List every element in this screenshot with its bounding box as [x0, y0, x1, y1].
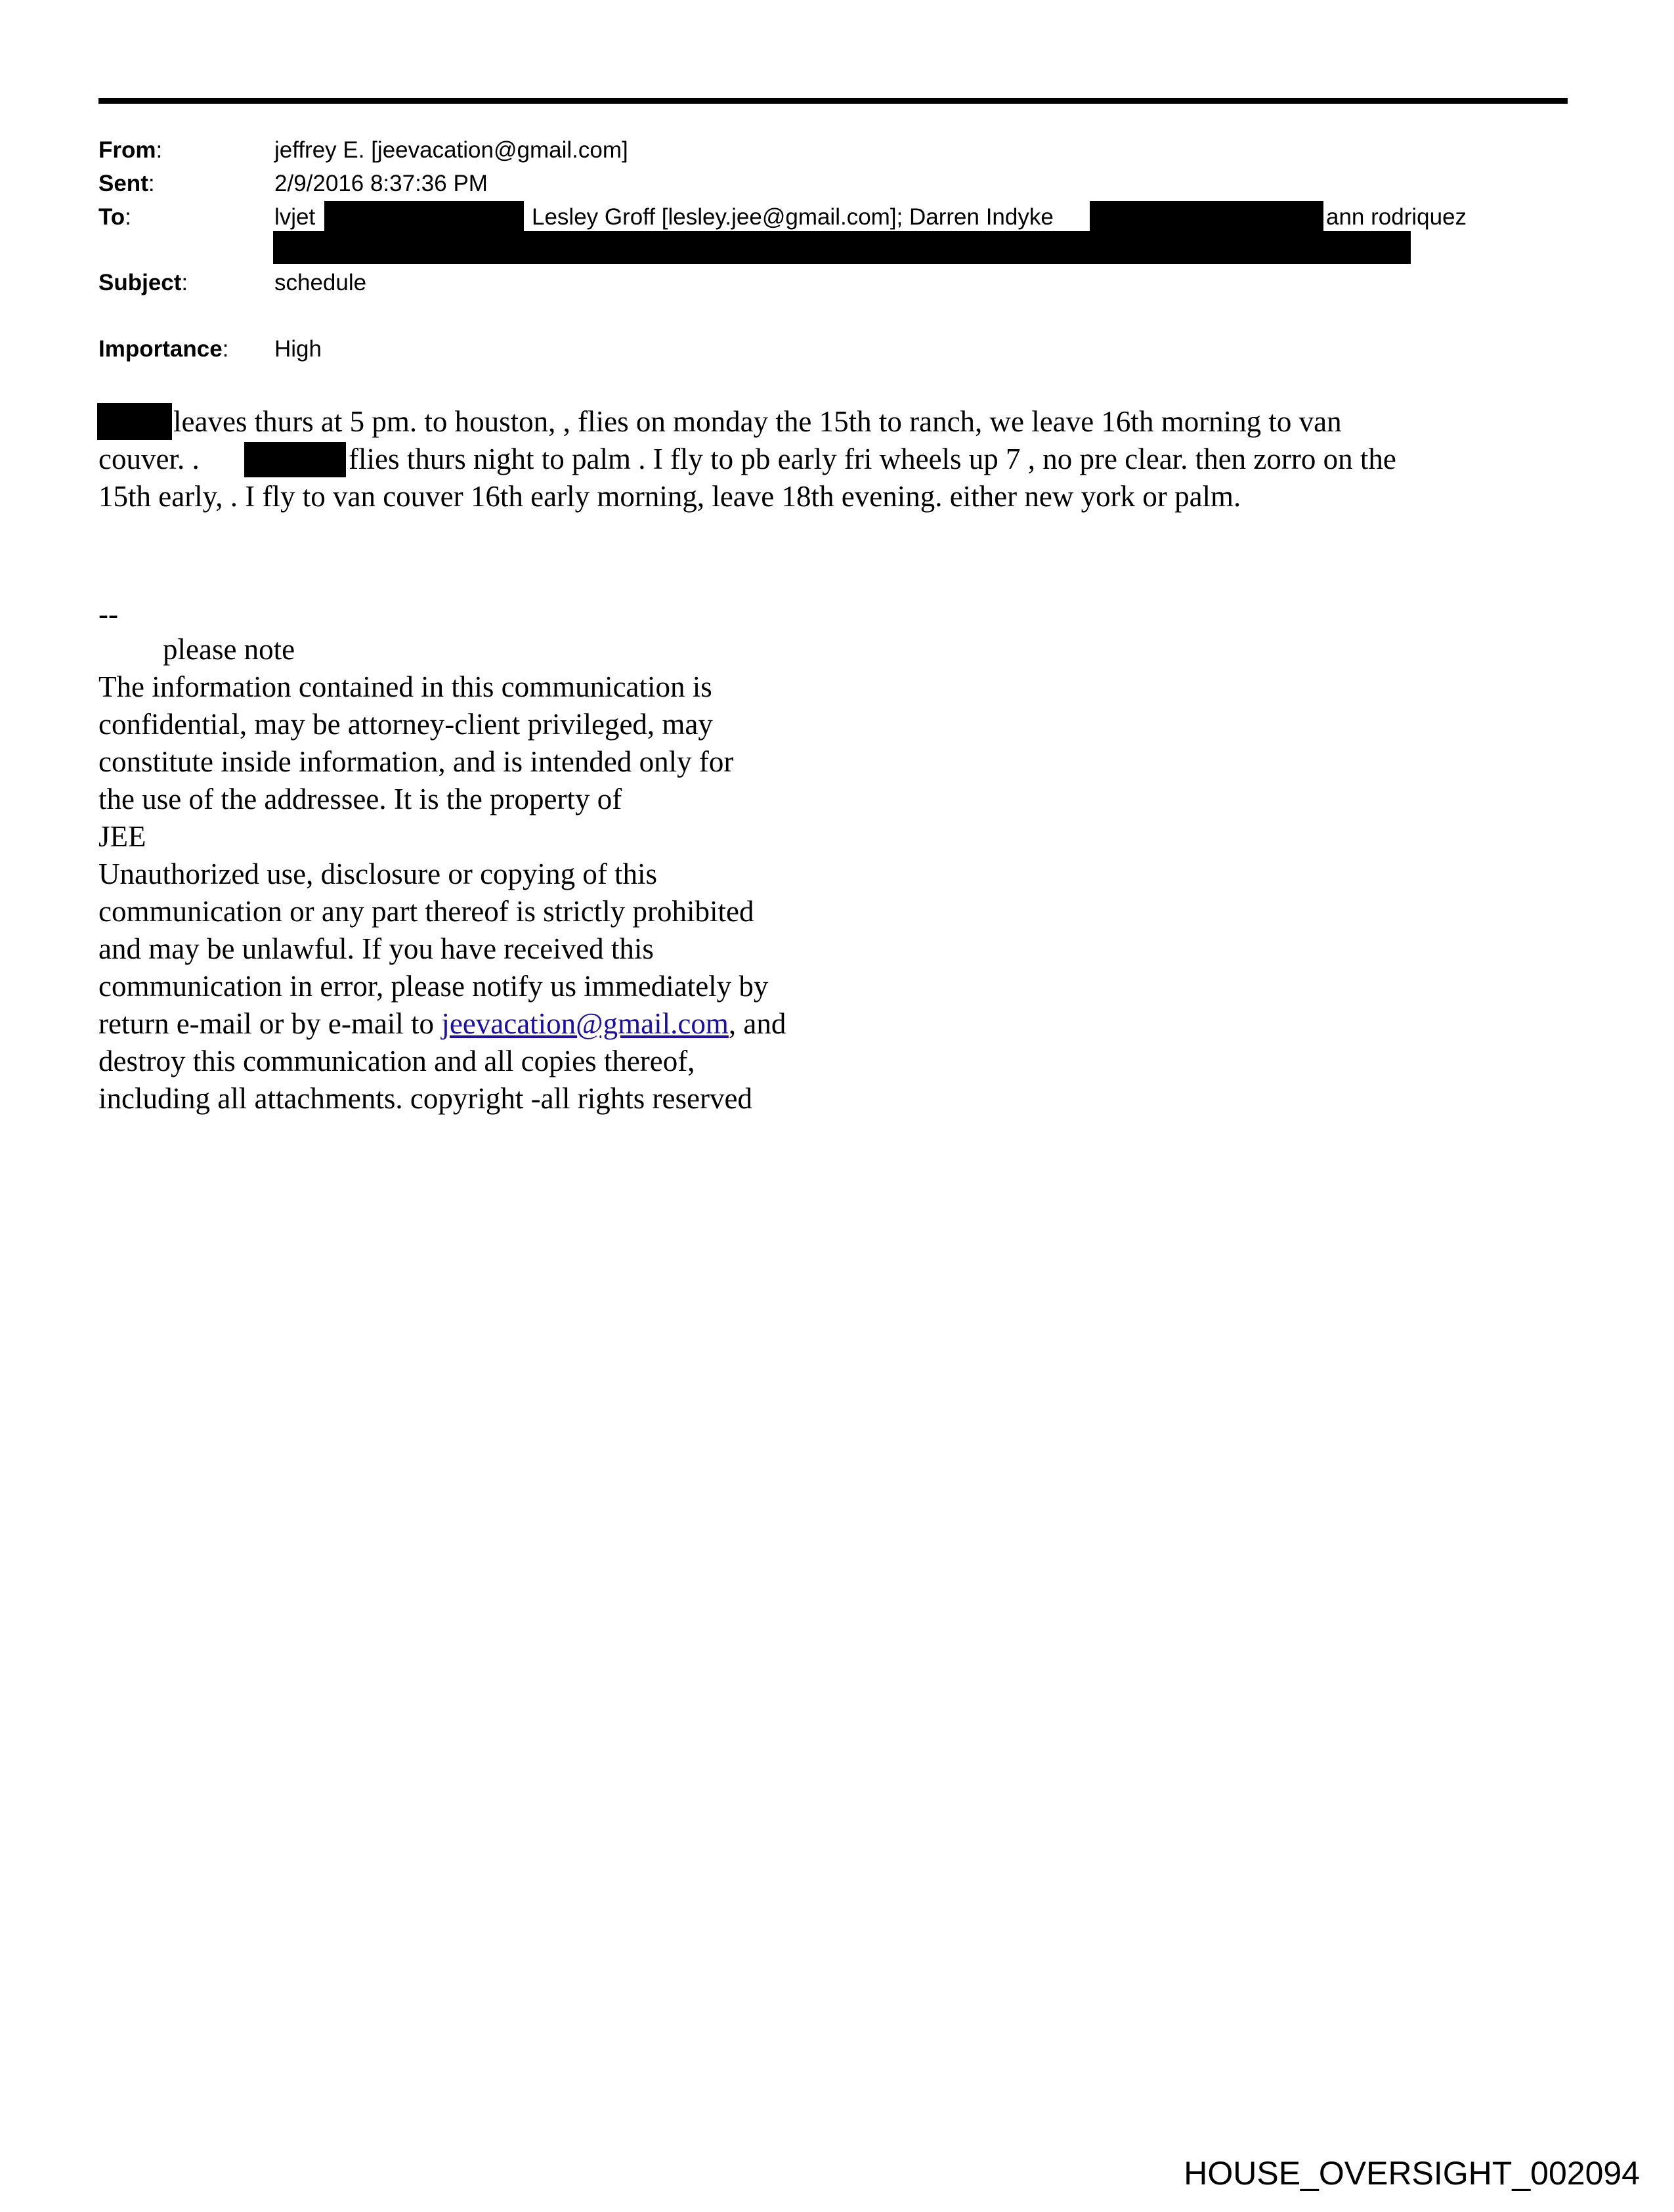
- disclaimer-final-line-1: destroy this communication and all copies thereof,: [98, 1045, 695, 1077]
- to-colon: :: [125, 204, 131, 230]
- subject-value: schedule: [274, 270, 367, 295]
- to-value-part1: lvjet: [274, 204, 316, 230]
- subject-row: [98, 269, 366, 297]
- from-value: jeffrey E. [jeevacation@gmail.com]: [274, 137, 628, 163]
- disclaimer-line-3: constitute inside information, and is intended only for: [98, 745, 734, 778]
- subject-colon: :: [181, 270, 188, 295]
- header-rule: [98, 98, 1568, 104]
- importance-colon: :: [222, 336, 229, 362]
- from-row: [98, 136, 628, 165]
- to-redaction-3: [273, 231, 1411, 264]
- disclaimer-return-line: [98, 1005, 786, 1043]
- return-line-prefix: return e-mail or by e-mail to: [98, 1007, 442, 1040]
- to-label: To: [98, 204, 125, 230]
- importance-label-cell: [98, 335, 274, 364]
- disclaimer-line-2: confidential, may be attorney-client privileged, may: [98, 708, 713, 741]
- to-value-part2: Lesley Groff [lesley.jee@gmail.com]; Darren Indyke: [532, 204, 1054, 230]
- subject-label: Subject: [98, 270, 182, 295]
- disclaimer-line-4: the use of the addressee. It is the property of: [98, 783, 622, 815]
- sent-value: 2/9/2016 8:37:36 PM: [274, 171, 488, 196]
- disclaimer-final-line-2: including all attachments. copyright -all rights reserved: [98, 1082, 752, 1115]
- body-line-3: 15th early, . I fly to van couver 16th early morning, leave 18th evening. either new york or palm.: [98, 480, 1241, 513]
- from-colon: :: [156, 137, 163, 163]
- body-line-1: leaves thurs at 5 pm. to houston, , flies on monday the 15th to ranch, we leave 16th morning to van: [173, 405, 1342, 438]
- disclaimer-line-9: communication in error, please notify us immediately by: [98, 970, 769, 1003]
- signature-please-note: please note: [163, 633, 295, 666]
- importance-label: Importance: [98, 336, 223, 362]
- disclaimer-line-8: and may be unlawful. If you have received this: [98, 932, 654, 965]
- sent-row: [98, 169, 488, 198]
- body-line-2b: flies thurs night to palm . I fly to pb early fri wheels up 7 , no pre clear. then zorro on the: [349, 443, 1396, 475]
- bates-number: HOUSE_OVERSIGHT_002094: [1184, 2155, 1640, 2192]
- sent-label: Sent: [98, 171, 148, 196]
- signature-separator: --: [98, 597, 118, 630]
- disclaimer-line-5: JEE: [98, 820, 146, 853]
- body-redaction-2: [244, 442, 346, 477]
- to-redaction-1: [324, 201, 524, 232]
- disclaimer-line-1: The information contained in this communication is: [98, 670, 712, 703]
- importance-value: High: [274, 336, 322, 362]
- sent-colon: :: [148, 171, 155, 196]
- to-row: [98, 203, 274, 232]
- disclaimer-line-6: Unauthorized use, disclosure or copying of this: [98, 857, 658, 890]
- disclaimer-line-7: communication or any part thereof is strictly prohibited: [98, 895, 754, 928]
- to-label-cell: [98, 203, 274, 232]
- body-line-2a: couver. .: [98, 443, 200, 475]
- sent-label-cell: [98, 169, 274, 198]
- subject-label-cell: [98, 269, 274, 297]
- contact-email-link[interactable]: jeevacation@gmail.com: [441, 1007, 729, 1040]
- from-label-cell: [98, 136, 274, 165]
- to-redaction-2: [1090, 201, 1323, 232]
- from-label: From: [98, 137, 156, 163]
- to-value-part3: ann rodriquez: [1326, 204, 1467, 230]
- return-line-suffix: , and: [728, 1007, 786, 1040]
- body-redaction-1: [97, 403, 172, 440]
- importance-row: [98, 335, 322, 364]
